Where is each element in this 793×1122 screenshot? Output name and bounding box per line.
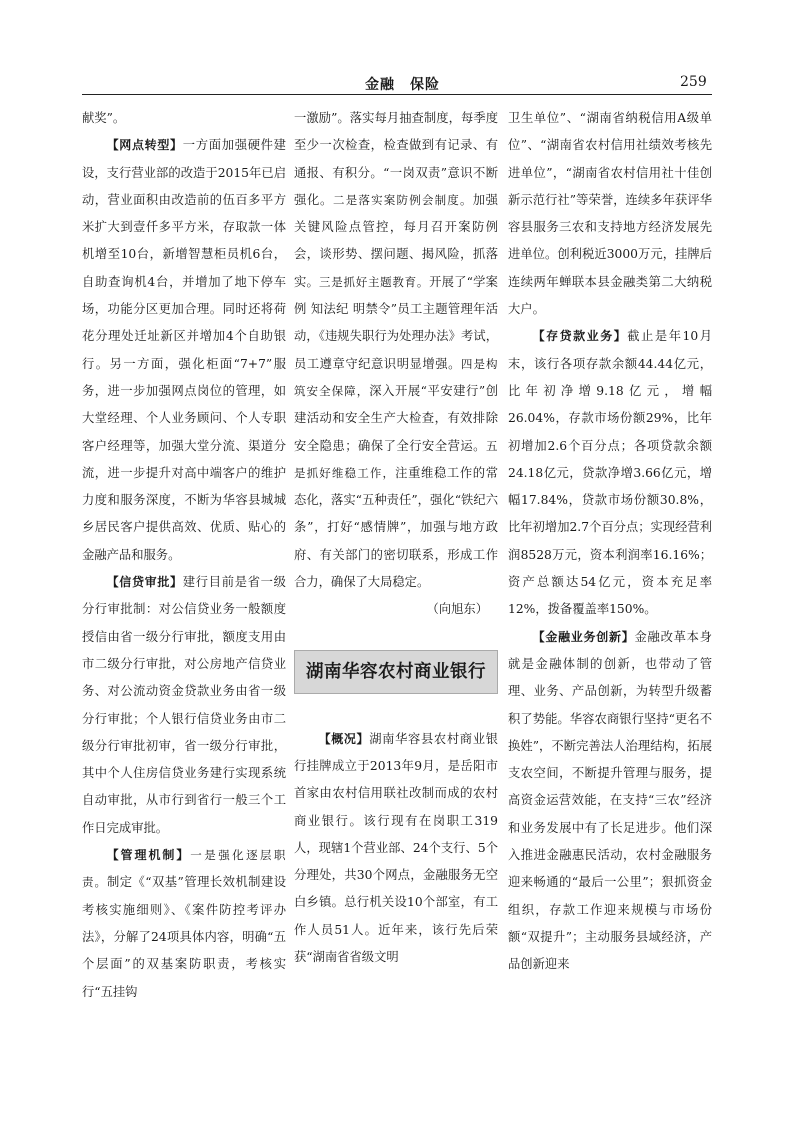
- emphasis-text: 五是抓好维稳工作，: [294, 438, 498, 480]
- section-heading: 湖南华容农村商业银行: [294, 650, 498, 694]
- paragraph-text: 注重维稳工作的常态化，落实“五种责任”，强化“铁纪六条”，打好“感情牌”，加强与地方政府、有关部门的密切联系，形成工作合力，确保了大局稳定。: [294, 465, 498, 590]
- paragraph-text: 加强关键风险点管控，每月召开案防例会，谈形势、摆问题、揭风险，抓落实。: [294, 192, 498, 289]
- column-1: [82, 105, 286, 1006]
- paragraph-text: 一方面加强硬件建设，支行营业部的改造于2015年已启动，营业面积由改造前的伍百多平方米扩大到壹仟多平方米，存取款一体机增至10台，新增智慧柜员机6台，自助查询机4台，并增加了地下停车场，功能分区更加合理。同时还将荷花分理处迁址新区并增加4个自助银行。另一方面，强化柜面“7+7”服务，进一步加强网点岗位的管理，如大堂经理、个人业务顾问、个人专职客户经理等，加强大堂分流、渠道分流，进一步提升对高中端客户的维护力度和服务深度，不断为华容县城城乡居民客户提供高效、优质、贴心的金融产品和服务。: [82, 138, 286, 562]
- emphasis-text: 一是强化逐层职责。: [82, 848, 286, 890]
- emphasis-text: 二是落实案防例会制度。: [333, 192, 473, 207]
- page-number: 259: [680, 74, 707, 90]
- column-2: [294, 105, 498, 971]
- author-credit: （向旭东）: [426, 602, 488, 617]
- keyword-heading: 【金融业务创新】: [532, 629, 635, 644]
- header-divider: [82, 94, 712, 95]
- keyword-heading: 【概况】: [318, 731, 370, 746]
- paragraph-continuation: 献奖”。: [82, 111, 126, 125]
- paragraph-continuation: 卫生单位”、“湖南省纳税信用A级单位”、“湖南省农村信用社绩效考核先进单位”，“湖南省农村信用社十佳创新示范行社”等荣誉，连续多年获评华容县服务三农和支持地方经济发展先进单位。创利税近3000万元，挂牌后连续两年蝉联本县金融类第二大纳税大户。: [508, 111, 712, 317]
- emphasis-text: 四是构筑安全保障，: [294, 356, 498, 398]
- paragraph-text: 一激励”。落实每月抽查制度，每季度至少一次检查，检查做到有记录、有通报、有积分。“一岗双责”意识不断强化。: [294, 111, 498, 207]
- paragraph-text: 截止是年10月末，该行各项存款余额44.44亿元，比年初净增9.18亿元，增幅26.04%，存款市场份额29%，比年初增加2.6个百分点；各项贷款余额24.18亿元，贷款净增3.66亿元，增幅17.84%，贷款市场份额30.8%，比年初增加2.7个百分点；实现经营利润8528万元，资本利润率16.16%；资产总额达54亿元，资本充足率12%，拨备覆盖率150%。: [508, 329, 713, 617]
- keyword-heading: 【存贷款业务】: [532, 329, 628, 344]
- paragraph-text: 湖南华容县农村商业银行挂牌成立于2013年9月，是岳阳市首家由农村信用联社改制而成的农村商业银行。该行现有在岗职工319人，现辖1个营业部、24个支行、5个分理处，共30个网点，金融服务无空白乡镇。总行机关设10个部室，有工作人员51人。近年来，该行先后荣获“湖南省省级文明: [294, 731, 498, 965]
- paragraph-text: 开展了“学案例 知法纪 明禁令”员工主题管理年活动，《违规失职行为处理办法》考试，员工遵章守纪意识明显增强。: [294, 274, 498, 371]
- paragraph-text: 制定《“双基”管理长效机制建设考核实施细则》、《案件防控考评办法》，分解了24项具体内容，明确“五个层面”的双基案防职责，考核实行“五挂钩: [82, 875, 287, 999]
- paragraph-management-mechanism: [82, 842, 286, 1006]
- paragraph-credit-approval: [82, 569, 286, 842]
- paragraph-text: 深入开展“平安建行”创建活动和安全生产大检查，有效排除安全隐患；确保了全行安全营运。: [294, 383, 498, 453]
- keyword-heading: 【网点转型】: [106, 138, 183, 153]
- paragraph-branch-transformation: [82, 132, 286, 569]
- paragraph-continuation: [294, 105, 498, 596]
- keyword-heading: 【信贷审批】: [106, 575, 183, 590]
- paragraph-financial-innovation: [508, 624, 712, 979]
- column-3: [508, 105, 712, 979]
- paragraph-text: 金融改革本身就是金融体制的创新，也带动了管理、业务、产品创新，为转型升级蓄积了势能。华容农商银行坚持“更名不换姓”，不断完善法人治理结构，拓展支农空间，不断提升管理与服务，提高资金运营效能，在支持“三农”经济和业务发展中有了长足进步。他们深入推进金融惠民活动，农村金融服务迎来畅通的“最后一公里”；狠抓资金组织，存款工作迎来规模与市场份额“双提升”；主动服务县域经济，产品创新迎来: [508, 629, 712, 972]
- section-running-title: 金融 保险: [365, 77, 440, 93]
- paragraph-text: 建行目前是省一级分行审批制：对公信贷业务一般额度授信由省一级分行审批，额度支用由市二级分行审批，对公房地产信贷业务、对公流动资金贷款业务由省一级分行审批；个人银行信贷业务由市二级分行审批初审，省一级分行审批，其中个人住房信贷业务建行实现系统自动审批，从市行到省行一般三个工作日完成审批。: [82, 575, 286, 835]
- emphasis-text: 三是抓好主题教育。: [319, 274, 430, 289]
- paragraph-deposits-loans: [508, 323, 712, 623]
- keyword-heading: 【管理机制】: [106, 848, 191, 863]
- paragraph-overview: [294, 726, 498, 972]
